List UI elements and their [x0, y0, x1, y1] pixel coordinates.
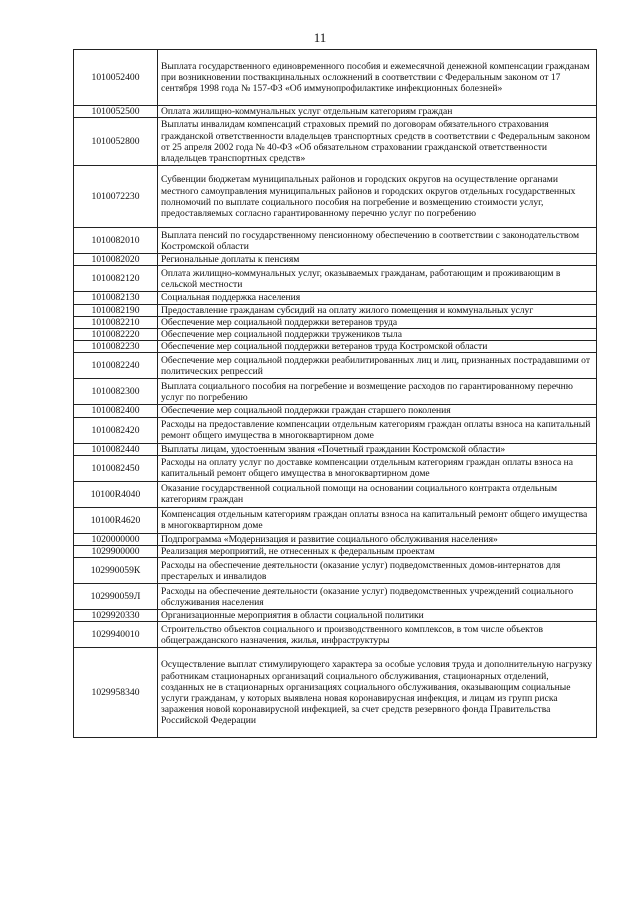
row-description: Осуществление выплат стимулирующего характера за особые условия труда и дополнительную нагрузку работникам стационарных организаций социального обслуживания, стационарных отделений, созданных не в стационарных организациях социального обслуживания, оказывающим социальные услуги гражданам, у которых выявлена новая коронавирусная инфекция, и лицам из групп риска заражения новой коронавирусной инфекцией, за счет средств резервного фонда Правительства Российской Федерации: [158, 648, 597, 738]
row-code: 1029940010: [74, 622, 158, 648]
table-row: [74, 481, 597, 507]
row-code: 1029920330: [74, 610, 158, 622]
row-description: Компенсация отдельным категориям граждан оплаты взноса на капитальный ремонт общего имущества в многоквартирном доме: [158, 507, 597, 533]
row-description: Субвенции бюджетам муниципальных районов и городских округов на осуществление органами местного самоуправления муниципальных районов и городских округов отдельных государственных полномочий по выплате социального пособия на погребение и возмещению стоимости услуг, предоставляемых согласно гарантированному перечню услуг по погребению: [158, 166, 597, 228]
row-code: 1010082300: [74, 379, 158, 405]
row-description: Строительство объектов социального и производственного комплексов, в том числе объектов общегражданского назначения, жилья, инфраструктуры: [158, 622, 597, 648]
row-description: Оплата жилищно-коммунальных услуг отдельным категориям граждан: [158, 106, 597, 118]
table-row: [74, 417, 597, 443]
row-code: 1010052400: [74, 50, 158, 106]
table-row: [74, 118, 597, 166]
row-code: 1010082190: [74, 304, 158, 316]
row-description: Предоставление гражданам субсидий на оплату жилого помещения и коммунальных услуг: [158, 304, 597, 316]
table-row: [74, 329, 597, 341]
table-row: [74, 266, 597, 292]
row-description: Подпрограмма «Модернизация и развитие социального обслуживания населения»: [158, 533, 597, 545]
row-code: 102990059К: [74, 558, 158, 584]
table-row: [74, 50, 597, 106]
row-description: Обеспечение мер социальной поддержки реабилитированных лиц и лиц, признанных пострадавшими от политических репрессий: [158, 353, 597, 379]
row-code: 10100R4040: [74, 481, 158, 507]
row-description: Расходы на обеспечение деятельности (оказание услуг) подведомственных домов-интернатов для престарелых и инвалидов: [158, 558, 597, 584]
row-code: 1010082220: [74, 329, 158, 341]
table-row: [74, 546, 597, 558]
table-row: [74, 584, 597, 610]
row-code: 1029900000: [74, 546, 158, 558]
table-row: [74, 507, 597, 533]
row-description: Выплата социального пособия на погребение и возмещение расходов по гарантированному перечню услуг по погребению: [158, 379, 597, 405]
row-description: Выплата государственного единовременного пособия и ежемесячной денежной компенсации гражданам при возникновении поствакцинальных осложнений в соответствии с Федеральным законом от 17 сентября 1998 года № 157-ФЗ «Об иммунопрофилактике инфекционных болезней»: [158, 50, 597, 106]
row-code: 1029958340: [74, 648, 158, 738]
table-row: [74, 254, 597, 266]
table-row: [74, 455, 597, 481]
row-code: 1010082010: [74, 228, 158, 254]
row-code: 1020000000: [74, 533, 158, 545]
row-code: 1010082440: [74, 443, 158, 455]
row-description: Региональные доплаты к пенсиям: [158, 254, 597, 266]
row-code: 1010052800: [74, 118, 158, 166]
table-row: [74, 316, 597, 328]
row-description: Обеспечение мер социальной поддержки ветеранов труда Костромской области: [158, 341, 597, 353]
classification-table: [73, 49, 597, 738]
row-code: 1010052500: [74, 106, 158, 118]
row-description: Выплаты инвалидам компенсаций страховых премий по договорам обязательного страхования гражданской ответственности владельцев транспортных средств в соответствии с Федеральным законом от 25 апреля 2002 года № 40-ФЗ «Об обязательном страховании гражданской ответственности владельцев транспортных средств»: [158, 118, 597, 166]
row-description: Расходы на оплату услуг по доставке компенсации отдельным категориям граждан оплаты взноса на капитальный ремонт общего имущества в многоквартирном доме: [158, 455, 597, 481]
row-description: Реализация мероприятий, не отнесенных к федеральным проектам: [158, 546, 597, 558]
table-row: [74, 533, 597, 545]
row-code: 1010082020: [74, 254, 158, 266]
table-row: [74, 610, 597, 622]
row-description: Обеспечение мер социальной поддержки ветеранов труда: [158, 316, 597, 328]
row-description: Оказание государственной социальной помощи на основании социального контракта отдельным категориям граждан: [158, 481, 597, 507]
row-code: 1010082450: [74, 455, 158, 481]
row-code: 1010082230: [74, 341, 158, 353]
row-code: 1010082210: [74, 316, 158, 328]
table-row: [74, 304, 597, 316]
row-description: Расходы на предоставление компенсации отдельным категориям граждан оплаты взноса на капитальный ремонт общего имущества в многоквартирном доме: [158, 417, 597, 443]
table-row: [74, 341, 597, 353]
row-code: 102990059Л: [74, 584, 158, 610]
row-code: 10100R4620: [74, 507, 158, 533]
row-code: 1010082240: [74, 353, 158, 379]
row-code: 1010082400: [74, 405, 158, 417]
table-row: [74, 405, 597, 417]
row-code: 1010082130: [74, 292, 158, 304]
classification-table-body: [74, 50, 597, 738]
table-row: [74, 292, 597, 304]
row-description: Оплата жилищно-коммунальных услуг, оказываемых гражданам, работающим и проживающим в сельской местности: [158, 266, 597, 292]
row-code: 1010072230: [74, 166, 158, 228]
row-description: Обеспечение мер социальной поддержки граждан старшего поколения: [158, 405, 597, 417]
row-description: Выплата пенсий по государственному пенсионному обеспечению в соответствии с законодательством Костромской области: [158, 228, 597, 254]
row-description: Расходы на обеспечение деятельности (оказание услуг) подведомственных учреждений социального обслуживания населения: [158, 584, 597, 610]
table-row: [74, 648, 597, 738]
row-description: Выплаты лицам, удостоенным звания «Почетный гражданин Костромской области»: [158, 443, 597, 455]
row-description: Организационные мероприятия в области социальной политики: [158, 610, 597, 622]
table-row: [74, 228, 597, 254]
row-description: Обеспечение мер социальной поддержки тружеников тыла: [158, 329, 597, 341]
page-number: 11: [313, 30, 327, 45]
table-row: [74, 106, 597, 118]
table-row: [74, 353, 597, 379]
table-row: [74, 622, 597, 648]
table-row: [74, 443, 597, 455]
row-code: 1010082120: [74, 266, 158, 292]
row-description: Социальная поддержка населения: [158, 292, 597, 304]
table-row: [74, 558, 597, 584]
table-row: [74, 379, 597, 405]
table-row: [74, 166, 597, 228]
row-code: 1010082420: [74, 417, 158, 443]
